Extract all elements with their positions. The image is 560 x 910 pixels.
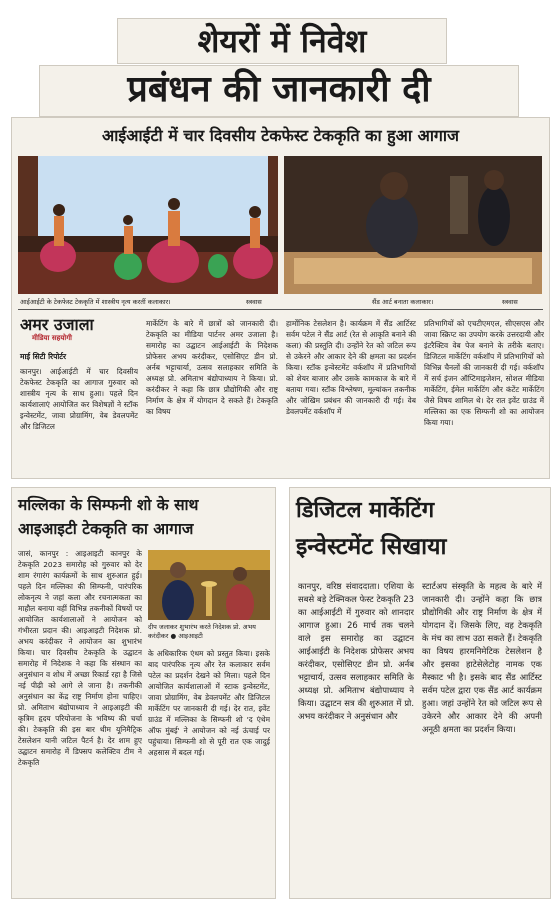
clip3-column-2: स्टार्टअप संस्कृति के महत्व के बारे में जानकारी दी। उन्होंने कहा कि छात्र प्रौद्योगिकी और राष्ट्र निर्माण के क्षेत्र में योगदान दें। जिसके लिए, वह टेककृति के मंच का लाभ उठा सकते हैं। टेककृति का विषय हारमनिमेटिक टेसलेशन है और इसका हाटेसेलेटोह नामक एक मैस्काट भी है। इसके बाद सैंड आर्टिस्ट सर्वम पटेल द्वारा एक सैंड आर्ट कार्यक्रम हुआ। जहां उन्होंने रेत को जटिल रूप से उकेरने और आकार देने की अपनी अनूठी क्षमता का प्रदर्शन किया। (422, 581, 542, 734)
clip2-right-column: के अधिकारिक एंथम को प्रस्तुत किया। इसके बाद पारंपरिक नृत्य और रेत कलाकार सर्वम पटेल का प्रदर्शन देखने को मिला। पहले दिन आयोजित कार्यशालाओं में स्टाक इन्वेस्टमेंट, जावा प्रोग्रामिंग, वेब डेवलपमेंट और डिजिटल मार्केटिंग पर जानकारी दी गई। देर रात, इवेंट ग्राउंड में मल्लिका के सिम्फनी शो 'द एंथेम ऑफ मुंबई' ने आयोजन को नई ऊंचाई पर पहुंचाया। सिम्फनी शो से पूरी रात एक जादुई अहसास में बदल गई। (148, 649, 270, 757)
news-clip-3 (290, 488, 550, 898)
dance-photo-caption: आईआईटी के टेकफेस्ट टेककृति में शास्त्रीय नृत्य करतीं कलाकार। (20, 298, 171, 306)
divider (18, 309, 543, 310)
amar-ujala-logo (20, 316, 140, 343)
news-clip-2 (12, 488, 275, 898)
dance-photo (18, 156, 278, 294)
clip1-column-3: हार्मोनिक टेसलेशन है। कार्यक्रम में सैंड आर्टिस्ट सर्वम पटेल ने सैंड आर्ट (रेत से आकृति बनाने की कला) की प्रस्तुति दी। उन्होंने रेत को जटिल रूप से उकेरने और आकार देने की क्षमता का प्रदर्शन किया। स्टॉक इन्वेस्टमेंट वर्कशॉप में प्रतिभागियों को शेयर बाजार और उसके कामकाज के बारे में बताया गया। स्टॉक विश्लेषण, मूल्यांकन तकनीक और जोखिम प्रबंधन की जानकारी दी गई। वेब डेवलपमेंट वर्कशॉप में (286, 319, 416, 416)
clip1-column-2: मार्केटिंग के बारे में छात्रों को जानकारी दी। टेककृति का मीडिया पार्टनर अमर उजाला है। समारोह का उद्घाटन आईआईटी के निदेशक प्रोफेसर अभय करंदीकर, एसोसिएट डीन प्रो. अर्नब भट्टाचार्या, उत्सव सलाहकार समिति के अध्यक्ष प्रो. अमिताभ बंद्योपाध्याय ने किया। प्रो. करंदीकर ने कहा कि छात्र प्रौद्योगिकी और राष्ट्र निर्माण के क्षेत्र में योगदान दे सकते हैं। टेककृति का विषय (146, 319, 278, 416)
sand-art-photo (284, 156, 542, 294)
sand-art-photo-credit: स्त्रवास (502, 298, 518, 306)
clip3-headline-line1: डिजिटल मार्केटिंग (296, 498, 435, 523)
paper-name: अमर उजाला (20, 315, 94, 334)
dance-photo-credit: स्त्रवास (246, 298, 262, 306)
subheadline: आईआईटी में चार दिवसीय टेकफेस्ट टेककृति का हुआ आगाज (102, 126, 459, 145)
lamp-lighting-caption: दीप जलाकर शुभारंभ करते निदेशक प्रो. अभय करंदीकर ● आइआइटी (148, 623, 256, 640)
headline-line2: प्रबंधन की जानकारी दी (127, 69, 431, 110)
clip3-column-1: कानपुर, वरिष्ठ संवाददाता। एशिया के सबसे बड़े टेक्निकल फेस्ट टेककृति 23 का आईआईटी में गुरुवार को शानदार आगाज हुआ। 26 मार्च तक चलने वाले इस समारोह का उद्घाटन आईआईटी के निदेशक प्रोफेसर अभय करंदीकर, एसोसिएट डीन प्रो. अर्नब भट्टाचार्य, उत्सव सलाहकार समिति के अध्यक्ष प्रो. अमिताभ बंद्योपाध्याय ने किया। उद्घाटन सत्र की शुरुआत में प्रो. अभय करंदीकर ने अनुसंधान और (298, 581, 414, 721)
clip1-column-4: प्रतिभागियों को एचटीएमएल, सीएसएस और जावा स्क्रिप्ट का उपयोग करके उत्तरदायी और इंटरैक्टिव वेब पेज बनाने के तरीके बताए। डिजिटल मार्केटिंग वर्कशॉप में प्रतिभागियों को विभिन्न चैनलों की जानकारी दी गई। वर्कशॉप में सर्च इंजन ऑप्टिमाइजेशन, सोशल मीडिया मार्केटिंग, ईमेल मार्केटिंग और कंटेंट मार्केटिंग जैसे विषय शामिल थे। देर रात इवेंट ग्राउंड में मल्लिका का एक सिम्फनी शो का आयोजन किया गया। (424, 319, 544, 427)
clip2-headline-line1: मल्लिका के सिम्फनी शो के साथ (18, 496, 199, 514)
headline-line2-box (40, 66, 518, 116)
lamp-lighting-photo (148, 550, 270, 620)
headline-line1-box (118, 19, 446, 63)
clip1-column-1: कानपुर। आईआईटी में चार दिवसीय टेकफेस्ट टेककृति का आगाज गुरुवार को शास्त्रीय नृत्य के साथ हुआ। पहले दिन कार्यशालाएं आयोजित कर विशेषज्ञों ने स्टॉक इन्वेस्टमेंट, जावा प्रोग्रामिंग, वेब डेवलपमेंट और डिजिटल (20, 367, 138, 431)
clip2-headline-line2: आइआइटी टेककृति का आगाज (18, 520, 194, 538)
headline-line1: शेयरों में निवेश (197, 22, 367, 60)
clip2-intro-column: जासं, कानपुर : आइआइटी कानपुर के टेककृति 2023 समारोह को गुरुवार को देर शाम रंगारंग कार्यक्रमों के साथ शुरुआत हुई। पहले दिन मल्लिका की सिम्फनी, पारंपरिक लोकनृत्य ने जहां कला और रचनात्मकता का माहौल बनाया वहीं विभिन्न तकनीकों विषयों पर आयोजित कार्यशालाओं ने आयोजन को गंभीरता प्रदान की। आइआइटी निदेशक प्रो. अभय करंदीकर ने आयोजन का शुभारंभ किया। चार दिवसीय टेककृति के उद्घाटन समारोह में निदेशक ने कहा कि संस्थान का अनुसंधान व शोध में अच्छा रिकार्ड रहा है जिसे नई पीढ़ी को आगे ले जाना है। तकनीकी अनुसंधान का केंद्र राष्ट्र निर्माण होना चाहिए। प्रो. अमिताभ बंद्योपाध्याय ने आइआइटी की कृत्रिम हृदय परियोजना के भविष्य की चर्चा की। टेककृति की इस बार थीम यूनिमैट्रिक टेसलेशन यानी जटिल पैटर्न है। देर शाम हुए उद्घाटन समारोह में डिफ्सप कलेक्टिव टीम ने टेककृति (18, 549, 142, 767)
sand-art-photo-caption: सैंड आर्ट बनाता कलाकार। (372, 298, 434, 306)
byline: माई सिटी रिपोर्टर (20, 352, 67, 361)
paper-tag: मीडिया सहयोगी (32, 334, 72, 342)
news-clip-1 (12, 118, 549, 478)
clip3-headline-line2: इन्वेस्टमेंट सिखाया (296, 534, 447, 560)
